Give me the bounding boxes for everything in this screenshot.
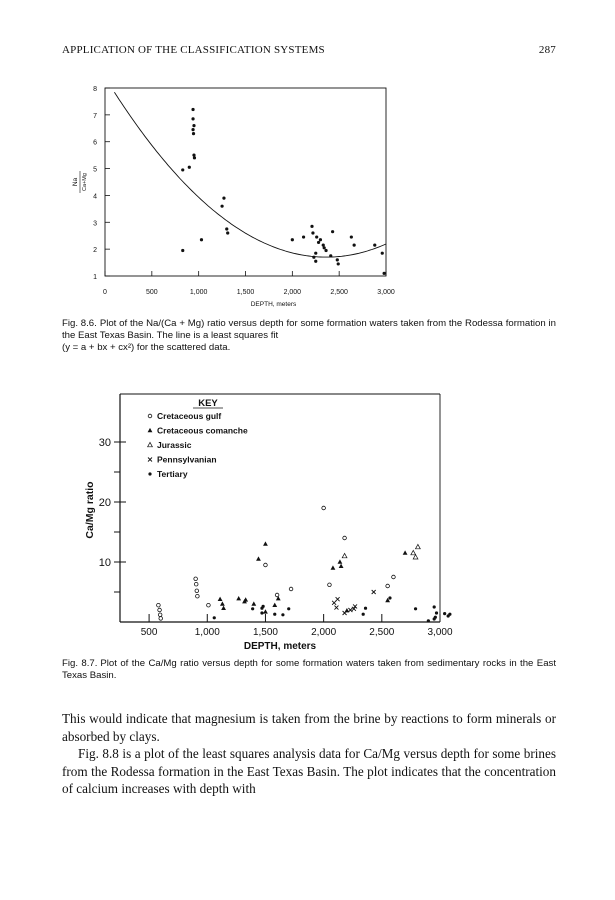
fig86-x-tick-label: 500 (145, 289, 158, 296)
fig87-data-point (251, 607, 254, 610)
fig87-data-point (157, 603, 161, 607)
fig87-data-point (218, 597, 223, 601)
fig86-x-tick-label: 2,500 (330, 289, 348, 296)
fig87-data-point (260, 607, 263, 610)
fig86-y-tick-label: 2 (93, 247, 97, 255)
fig87-data-point (392, 575, 396, 579)
fig87-legend (148, 398, 248, 479)
fig86-caption-formula: (y = a + bx + cx²) for the scattered data. (62, 342, 231, 353)
fig87-data-point (413, 555, 418, 559)
fig86-x-tick-label: 2,000 (283, 289, 302, 296)
fig87-data-point (448, 613, 451, 616)
fig87-data-point (251, 601, 256, 605)
fig87-x-tick-label: 3,000 (427, 627, 453, 638)
fig87-legend-label: Cretaceous gulf (157, 411, 222, 421)
fig87-y-tick-label: 30 (98, 437, 111, 449)
fig87-x-tick-label: 2,500 (369, 627, 395, 638)
fig87-y-axis-label: Ca/Mg ratio (84, 481, 96, 539)
fig87-data-point (322, 506, 326, 510)
fig87-data-point (264, 563, 268, 567)
fig86-y-label-numerator: Na (72, 177, 79, 187)
fig87-data-point (362, 613, 365, 616)
fig87-data-point (414, 607, 417, 610)
fig87-data-point (433, 617, 436, 620)
fig87-caption-lead: Fig. 8.7. (62, 658, 98, 669)
fig87-legend-marker (148, 458, 152, 462)
fig87-data-point (386, 584, 390, 588)
body-text (62, 710, 556, 798)
fig87-data-point (220, 601, 225, 605)
fig87-data-point (263, 609, 268, 613)
fig87-data-point (343, 611, 347, 615)
fig86-y-label-denominator: Ca+Mg (82, 173, 88, 191)
fig86-caption-body: Plot of the Na/(Ca + Mg) ratio versus depth for some formation waters taken from the Rodessa formation in the East Texas Basin. The line is a least squares fit (62, 318, 556, 341)
fig87-data-point (159, 617, 163, 621)
fig86-y-tick-label: 3 (93, 220, 97, 228)
fig87-data-point (281, 613, 284, 616)
fig87-data-point (415, 544, 420, 548)
fig86-y-tick-label: 5 (93, 166, 97, 174)
fig87-data-point (348, 608, 352, 612)
fig87-data-point (194, 582, 198, 586)
page-number: 287 (538, 44, 556, 56)
fig87-data-point (194, 577, 198, 581)
fig87-x-tick-label: 500 (140, 627, 158, 638)
fig87-data-point (427, 619, 430, 622)
fig87-legend-label: Jurassic (157, 440, 192, 450)
fig86-y-tick-label: 1 (93, 274, 97, 281)
fig87-data-point (287, 607, 290, 610)
fig87-data-point (263, 541, 268, 545)
fig87-data-point (343, 536, 347, 540)
fig87-data-point (372, 590, 376, 594)
fig86-x-tick-label: 1,000 (189, 289, 208, 296)
fig87-data-point (158, 608, 162, 612)
fig87-data-point (411, 550, 416, 554)
fig87-data-point (273, 613, 276, 616)
fig87-data-point (256, 556, 261, 560)
fig87-y-tick-label: 20 (98, 497, 111, 509)
fig87-x-tick-label: 1,000 (194, 627, 220, 638)
fig87-legend-title: KEY (198, 398, 218, 409)
fig86-y-tick-label: 6 (93, 139, 97, 147)
fig87-data-point (338, 559, 343, 563)
fig87-data-point (213, 616, 216, 619)
fig87-data-point (339, 564, 344, 568)
fig87-data-point (364, 607, 367, 610)
fig86-x-tick-label: 0 (103, 289, 107, 296)
fig86-y-tick-label: 7 (93, 112, 97, 120)
fig87-data-point (332, 601, 336, 605)
fig87-data-point (336, 597, 340, 601)
fig87-legend-label: Tertiary (157, 469, 188, 479)
fig87-legend-marker (148, 442, 153, 446)
fig87-legend-label: Cretaceous comanche (157, 425, 248, 436)
fig87-data-point (236, 596, 241, 600)
fig87-data-point (207, 603, 211, 607)
body-paragraph-1: This would indicate that magnesium is taken from the brine by reactions to form minerals or absorbed by clays. (62, 711, 556, 744)
fig87-caption (62, 658, 556, 682)
fig87-data-points (157, 506, 452, 622)
fig87-x-axis-label: DEPTH, meters (243, 641, 317, 652)
fig87-data-point (328, 583, 332, 587)
fig87-data-point (403, 550, 408, 554)
fig86-y-tick-label: 8 (93, 86, 97, 93)
fig87-data-point (433, 605, 436, 608)
fig87-data-point (221, 606, 226, 610)
fig87-legend-marker (148, 428, 153, 432)
fig86-x-axis-label: DEPTH, meters (250, 301, 297, 308)
fig87-data-point (342, 553, 347, 557)
fig86-x-tick-label: 1,500 (236, 289, 255, 296)
fig87-data-point (195, 589, 199, 593)
fig87-data-point (196, 594, 200, 598)
fig87-data-point (260, 611, 263, 614)
fig87-x-tick-label: 1,500 (252, 627, 278, 638)
fig87-data-point (334, 606, 338, 610)
fig87-legend-label: Pennsylvanian (157, 454, 217, 465)
fig87-legend-marker (148, 414, 152, 418)
fig87-data-point (331, 565, 336, 569)
fig87-caption-body: Plot of the Ca/Mg ratio versus depth for some formation waters taken from sedimentary rocks in the East Texas Basin. (62, 658, 556, 681)
fig87-data-point (289, 587, 293, 591)
fig87-data-point (158, 613, 162, 617)
fig87-y-tick-label: 10 (98, 557, 111, 569)
fig87-data-point (272, 603, 277, 607)
fig87-legend-marker (148, 472, 151, 475)
fig86-x-tick-label: 3,000 (377, 289, 395, 296)
fig87-x-tick-label: 2,000 (311, 627, 337, 638)
fig86-caption-lead: Fig. 8.6. (62, 318, 97, 329)
running-head-title: APPLICATION OF THE CLASSIFICATION SYSTEMS (62, 44, 325, 56)
body-paragraph-2: Fig. 8.8 is a plot of the least squares analysis data for Ca/Mg versus depth for some brines from the Rodessa formation in the East Texas Basin. The plot indicates that the concentration of calcium increases with depth with (62, 746, 556, 797)
fig87-data-point (443, 612, 446, 615)
fig87-data-point (435, 611, 438, 614)
fig86-y-tick-label: 4 (93, 193, 97, 201)
fig87-data-point (388, 596, 391, 599)
